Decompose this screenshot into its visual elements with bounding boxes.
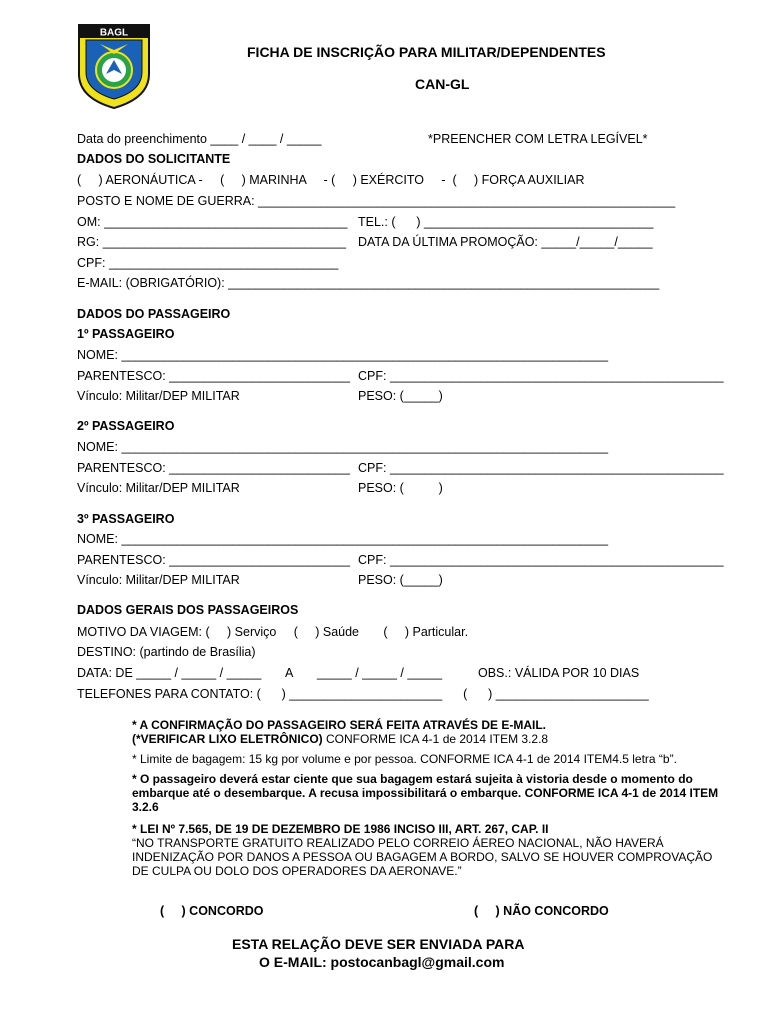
note-baggage-inspection: * O passageiro deverá estar ciente que sua bagagem estará sujeita à vistoria desde o momento do embarque até o desembarque. A recusa impossibilitará o embarque. CONFORME ICA 4-1 de 2014 ITEM 3.2.6: [132, 772, 719, 814]
passenger-1-label: 1º PASSAGEIRO: [77, 327, 175, 341]
note-confirmation-line1: * A CONFIRMAÇÃO DO PASSAGEIRO SERÁ FEITA ATRAVÉS DE E-MAIL.: [132, 718, 547, 732]
form-subtitle: CAN-GL: [415, 76, 470, 92]
note-law-body: “NO TRANSPORTE GRATUITO REALIZADO PELO CORREIO ÁEREO NACIONAL, NÃO HAVERÁ INDENIZAÇÃO POR DANOS A PESSOA OU BAGAGEM A BORDO, SALVO SE HOUVER COMPROVAÇÃO DE CULPA OU DOLO DOS OPERADORES DA AERONAVE.”: [132, 836, 713, 878]
note-law: [132, 822, 732, 878]
travel-date-field[interactable]: DATA: DE _____ / _____ / _____ A _____ / _____ / _____: [77, 666, 443, 680]
passenger-1-cpf-field[interactable]: CPF: ________________________________________________: [358, 369, 724, 383]
passenger-2-link: Vínculo: Militar/DEP MILITAR: [77, 481, 240, 495]
form-title: FICHA DE INSCRIÇÃO PARA MILITAR/DEPENDENTES: [247, 44, 606, 60]
note-confirmation-line2: [132, 732, 732, 746]
note-confirmation-ref: CONFORME ICA 4-1 de 2014 ITEM 3.2.8: [322, 732, 549, 746]
passenger-heading: DADOS DO PASSAGEIRO: [77, 307, 231, 321]
footer-instruction: ESTA RELAÇÃO DEVE SER ENVIADA PARA: [232, 936, 525, 952]
passenger-1-weight-field[interactable]: PESO: (_____): [358, 389, 443, 403]
passenger-3-label: 3º PASSAGEIRO: [77, 512, 175, 526]
cpf-field[interactable]: CPF: _________________________________: [77, 256, 339, 270]
passenger-2-name-field[interactable]: NOME: ______________________________________________________________________: [77, 440, 609, 454]
passenger-1-name-field[interactable]: NOME: ______________________________________________________________________: [77, 348, 609, 362]
rg-field[interactable]: RG: ___________________________________: [77, 235, 347, 249]
passenger-1-kinship-field[interactable]: PARENTESCO: __________________________: [77, 369, 350, 383]
passenger-3-name-field[interactable]: NOME: ______________________________________________________________________: [77, 532, 609, 546]
tel-field[interactable]: TEL.: ( ) _________________________________: [358, 215, 654, 229]
validity-note: OBS.: VÁLIDA POR 10 DIAS: [478, 666, 640, 680]
requester-heading: DADOS DO SOLICITANTE: [77, 152, 231, 166]
passenger-2-weight-field[interactable]: PESO: ( ): [358, 481, 443, 495]
om-field[interactable]: OM: ___________________________________: [77, 215, 348, 229]
passenger-3-weight-field[interactable]: PESO: (_____): [358, 573, 443, 587]
bagl-emblem-logo: [76, 22, 152, 110]
legible-note: *PREENCHER COM LETRA LEGÍVEL*: [428, 132, 648, 146]
note-law-head: * LEI Nº 7.565, DE 19 DE DEZEMBRO DE 1986 INCISO III, ART. 267, CAP. II: [132, 822, 549, 836]
passenger-2-label: 2º PASSAGEIRO: [77, 419, 175, 433]
passenger-2-kinship-field[interactable]: PARENTESCO: __________________________: [77, 461, 350, 475]
agree-option[interactable]: ( ) CONCORDO: [160, 904, 264, 918]
passenger-1-link: Vínculo: Militar/DEP MILITAR: [77, 389, 240, 403]
last-promotion-field[interactable]: DATA DA ÚLTIMA PROMOÇÃO: _____/_____/_____: [358, 235, 653, 249]
branch-options[interactable]: ( ) AERONÁUTICA - ( ) MARINHA - ( ) EXÉRCITO - ( ) FORÇA AUXILIAR: [77, 173, 585, 187]
footer-email: O E-MAIL: postocanbagl@gmail.com: [259, 954, 505, 970]
passenger-3-kinship-field[interactable]: PARENTESCO: __________________________: [77, 553, 350, 567]
destination-field[interactable]: DESTINO: (partindo de Brasília): [77, 645, 256, 659]
email-field[interactable]: E-MAIL: (OBRIGATÓRIO): ______________________________________________________________: [77, 276, 660, 290]
general-heading: DADOS GERAIS DOS PASSAGEIROS: [77, 603, 299, 617]
travel-reason-options[interactable]: MOTIVO DA VIAGEM: ( ) Serviço ( ) Saúde ( ) Particular.: [77, 625, 469, 639]
note-confirmation-junk: (*VERIFICAR LIXO ELETRÔNICO): [132, 732, 323, 746]
logo-text: BAGL: [99, 27, 129, 39]
rank-name-field[interactable]: POSTO E NOME DE GUERRA: ____________________________________________________________: [77, 194, 676, 208]
note-baggage-limit: * Limite de bagagem: 15 kg por volume e por pessoa. CONFORME ICA 4-1 de 2014 ITEM4.5 letra “b”.: [132, 752, 677, 766]
note-confirmation: [132, 718, 732, 746]
passenger-2-cpf-field[interactable]: CPF: ________________________________________________: [358, 461, 724, 475]
fill-date-field[interactable]: Data do preenchimento ____ / ____ / _____: [77, 132, 322, 146]
disagree-option[interactable]: ( ) NÃO CONCORDO: [474, 904, 609, 918]
contact-phones-field[interactable]: TELEFONES PARA CONTATO: ( ) ______________________ ( ) ______________________: [77, 687, 649, 701]
passenger-3-cpf-field[interactable]: CPF: ________________________________________________: [358, 553, 724, 567]
passenger-3-link: Vínculo: Militar/DEP MILITAR: [77, 573, 240, 587]
